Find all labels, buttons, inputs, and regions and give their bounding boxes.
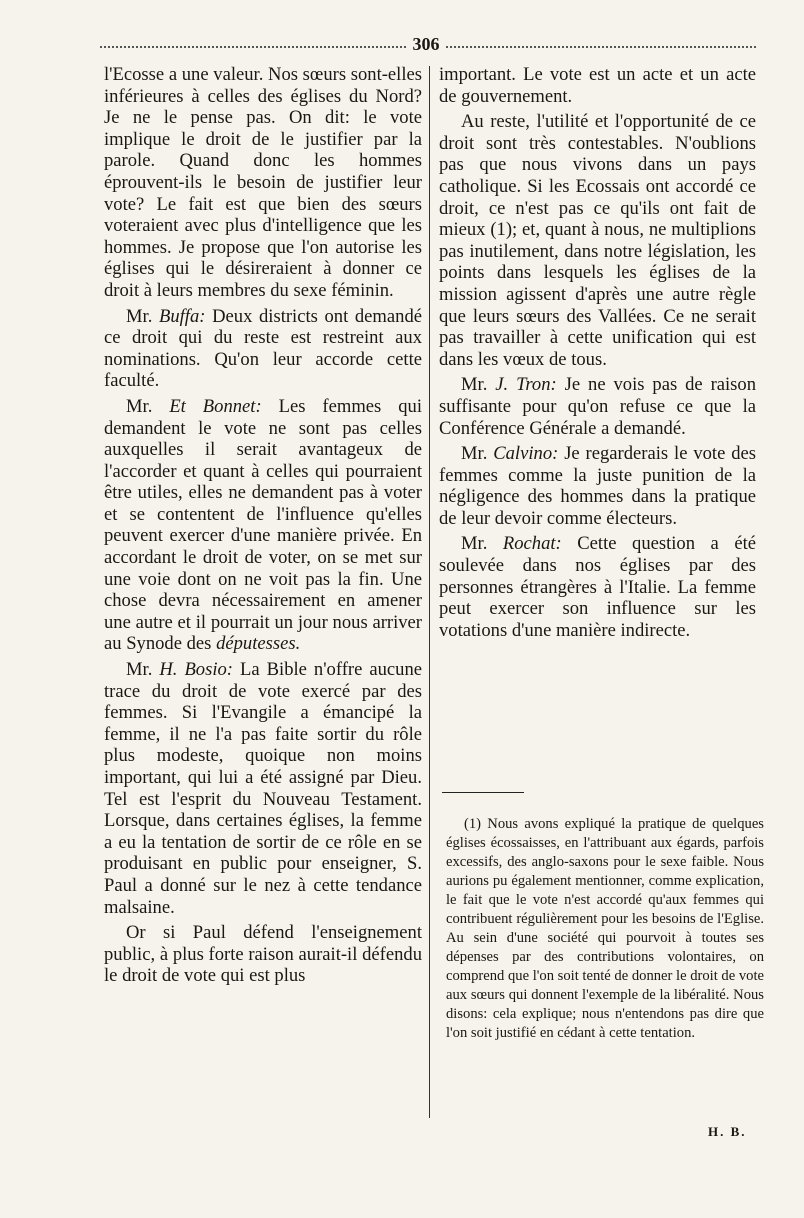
speaker-prefix: Mr. <box>461 374 496 396</box>
speech-text: Deux districts ont demandé ce droit qui du reste est restreint aux nominations. Qu'on leur accorde cette faculté. <box>104 305 422 392</box>
paragraph <box>104 659 422 918</box>
paragraph <box>104 306 422 392</box>
paragraph: l'Ecosse a une valeur. Nos sœurs sont-elles inférieures à celles des églises du Nord? Je ne le pense pas. On dit: le vote implique le droit de le justifier par la parole. Quand donc les hommes éprouvent-ils le besoin de justifier leur vote? Le fait est que bien des sœurs voteraient avec plus d'intelligence que les hommes. Je propose que l'on autorise les églises qui le désireraient à donner ce droit à leurs membres du sexe féminin. <box>104 64 422 301</box>
speech-text: La Bible n'offre aucune trace du droit de vote exercé par des femmes. Si l'Evangile a émancipé la femme, il ne l'a pas faite sortir du rôle plus modeste, quoique non moins important, qui lui a été assigné par Dieu. Tel est l'esprit du Nouveau Testament. Lorsque, dans certaines églises, la femme a eu la tentation de sortir de ce rôle en se produisant en public pour enseigner, S. Paul a donné sur le nez à cette tendance malsaine. <box>104 659 423 918</box>
header-ornament-right <box>446 46 756 52</box>
paragraph <box>439 374 756 439</box>
speaker-name: Et Bonnet: <box>169 395 262 417</box>
speaker-name: Rochat: <box>502 533 562 555</box>
paragraph <box>104 396 422 655</box>
speaker-prefix: Mr. <box>461 533 503 555</box>
page-number: 306 <box>412 34 440 54</box>
speech-text: Je regarderais le vote des femmes comme la juste punition de la négligence des hommes dans la pratique de leur devoir comme électeurs. <box>439 443 757 529</box>
footnote-rule <box>442 792 524 793</box>
paragraph <box>439 443 756 529</box>
speech-text: Je ne vois pas de raison suffisante pour qu'on refuse ce que la Conférence Générale a demandé. <box>439 374 757 439</box>
speaker-name: H. Bosio: <box>159 659 233 681</box>
speech-text: Les femmes qui demandent le vote ne sont pas celles auxquelles il serait avantageux de l'accorder et quant à celles qui pourraient être utiles, elles ne demandent pas à voter et se contentent de l'influence qu'elles peuvent exercer d'une manière privée. En accordant le droit de voter, on se met sur une voie dont on ne voit pas la fin. Une chose devra nécessairement en amener une autre et il pourrait un jour nous arriver au Synode des <box>104 395 422 655</box>
speaker-prefix: Mr. <box>126 395 170 417</box>
paragraph: Au reste, l'utilité et l'opportunité de ce droit sont très contestables. N'oublions pas que nous vivons dans un pays catholique. Si les Ecossais ont accordé ce droit, ce n'est pas ce qu'ils ont fait de mieux (1); et, quant à nous, ne multiplions pas inutilement, dans notre législation, les points dans lesquels les églises de la mission agissent d'après une autre règle que leurs sœurs des Vallées. Ce ne serait pas travailler à cette unification qui est dans les vœux de tous. <box>439 111 756 370</box>
speaker-prefix: Mr. <box>126 305 159 327</box>
paragraph <box>439 533 756 641</box>
footnote: (1) Nous avons expliqué la pratique de quelques églises écossaisses, en l'attribuant aux égards, parfois excessifs, des anglo-saxons pour le sexe faible. Nous aurions pu également mentionner, comme explication, le fait que le vote n'est accordé qu'aux femmes qui contribuent régulièrement pour les besoins de l'Eglise. Au sein d'une société qui pourvoit à toutes ses dépenses par des contributions volontaires, on comprend que l'on soit tenté de donner le droit de vote aux sœurs qui donnent l'exemple de la libéralité. Nous disons: cela explique; nous n'entendons pas dire que l'on soit justifié en cédant à cette tentation. <box>446 815 764 1041</box>
speaker-name: Calvino: <box>493 443 559 465</box>
speaker-name: Buffa: <box>158 305 206 327</box>
speaker-prefix: Mr. <box>461 443 494 465</box>
footnote-signature: H. B. <box>708 1124 747 1139</box>
header-ornament-left <box>100 46 406 52</box>
speaker-name: J. Tron: <box>495 374 557 396</box>
speaker-prefix: Mr. <box>126 659 160 681</box>
column-divider <box>429 66 430 1118</box>
speech-text: Cette question a été soulevée dans nos églises par des personnes étrangères à l'Italie. La femme peut exercer son influence sur les votations d'une manière indirecte. <box>439 533 756 641</box>
paragraph: Or si Paul défend l'enseignement public, à plus forte raison aurait-il défendu le droit de vote qui est plus <box>104 922 422 987</box>
left-column <box>104 64 422 991</box>
right-column <box>439 64 756 645</box>
paragraph: important. Le vote est un acte et un acte de gouvernement. <box>439 64 756 107</box>
page-header <box>100 34 756 54</box>
emphasized-word: députesses. <box>216 633 301 655</box>
